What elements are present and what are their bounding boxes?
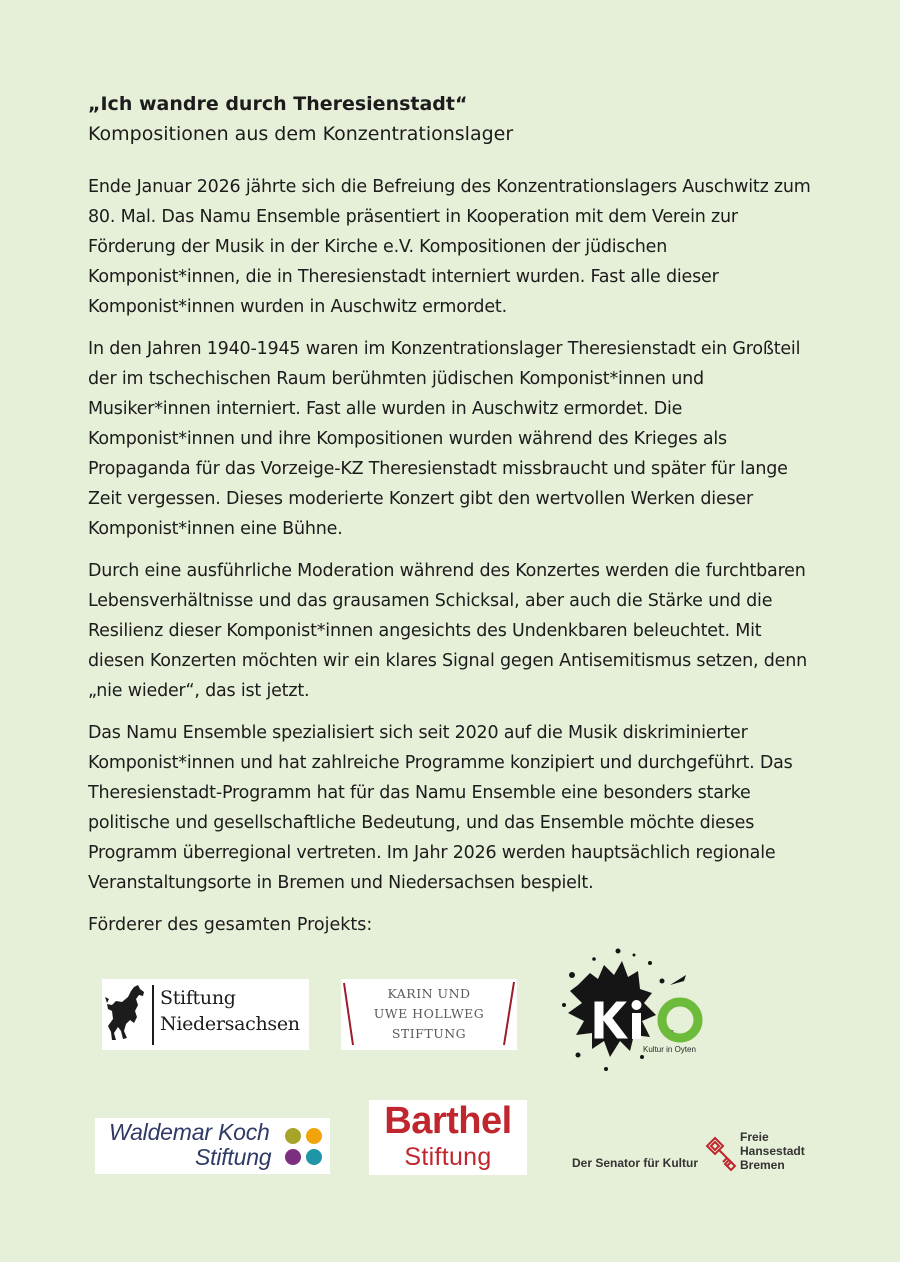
department-name: Der Senator für Kultur [572, 1156, 699, 1170]
sponsor-name-line: STIFTUNG [391, 1026, 467, 1041]
sponsor-name-line: UWE HOLLWEG [373, 1006, 485, 1021]
bremen-senator-kultur-logo [572, 1128, 822, 1178]
divider [152, 985, 154, 1045]
document-body [88, 90, 818, 940]
hollweg-stiftung-logo [341, 979, 517, 1050]
city-name [740, 1130, 805, 1172]
city-line: Hansestadt [740, 1144, 805, 1158]
sponsor-name-line: Stiftung [195, 1144, 272, 1170]
sponsor-name-line: Barthel [384, 1100, 512, 1142]
sponsor-name-line: Waldemar Koch [109, 1119, 270, 1145]
page-title: „Ich wandre durch Theresienstadt“ [88, 93, 468, 115]
sponsor-name-line: KARIN UND [387, 986, 471, 1001]
ink-splatter-icon [558, 945, 713, 1080]
paragraph: Ende Januar 2026 jährte sich die Befreiung des Konzentrationslagers Auschwitz zum 80. Mal. Das Namu Ensemble präsentiert in Kooperation mit dem Verein zur Förderung der Musik in der Kirche e.V. Kompositionen der jüdischen Komponist*innen, die in Theresienstadt interniert wurden. Fast alle dieser Komponist*innen wurden in Auschwitz ermordet. [88, 177, 811, 317]
sponsor-name-line: Stiftung [404, 1143, 492, 1171]
barthel-stiftung-logo [369, 1100, 527, 1175]
kio-logo [558, 945, 713, 1080]
sponsor-name-line: Niedersachsen [160, 1013, 300, 1035]
paragraph: In den Jahren 1940-1945 waren im Konzentrationslager Theresienstadt ein Großteil der im tschechischen Raum berühmten jüdischen Komponist*innen und Musiker*innen interniert. Fast alle wurden in Auschwitz ermordet. Die Komponist*innen und ihre Kompositionen wurden während des Krieges als Propaganda für das Vorzeige-KZ Theresienstadt missbraucht und später für lange Zeit vergessen. Dieses moderierte Konzert gibt den wertvollen Werken dieser Komponist*innen eine Bühne. [88, 339, 801, 539]
page-subtitle: Kompositionen aus dem Konzentrationslager [88, 123, 514, 145]
paragraph: Durch eine ausführliche Moderation während des Konzertes werden die furchtbaren Lebensverhältnisse und das grausamen Schicksal, aber auch die Stärke und die Resilienz dieser Komponist*innen angesichts des Undenkbaren beleuchtet. Mit diesen Konzerten möchten wir ein klares Signal gegen Antisemitismus setzen, denn „nie wieder“, das ist jetzt. [88, 561, 807, 701]
horse-icon [104, 983, 148, 1043]
sponsors-label: Förderer des gesamten Projekts: [88, 915, 373, 935]
city-line: Bremen [740, 1158, 785, 1172]
bremen-key-icon [705, 1136, 737, 1174]
city-line: Freie [740, 1130, 769, 1144]
sponsor-name-line: Stiftung [160, 987, 236, 1009]
stiftung-niedersachsen-logo [102, 979, 309, 1050]
four-dots-icon [283, 1126, 325, 1168]
kio-tagline: Kultur in Oyten [643, 1045, 696, 1054]
paragraph: Das Namu Ensemble spezialisiert sich seit 2020 auf die Musik diskriminierter Komponist*innen und hat zahlreiche Programme konzipiert und durchgeführt. Das Theresienstadt-Programm hat für das Namu Ensemble eine besonders starke politische und gesellschaftliche Bedeutung, und das Ensemble möchte dieses Programm überregional vertreten. Im Jahr 2026 werden hauptsächlich regionale Veranstaltungsorte in Bremen und Niedersachsen bespielt. [88, 723, 793, 893]
waldemar-koch-stiftung-logo [95, 1118, 330, 1174]
